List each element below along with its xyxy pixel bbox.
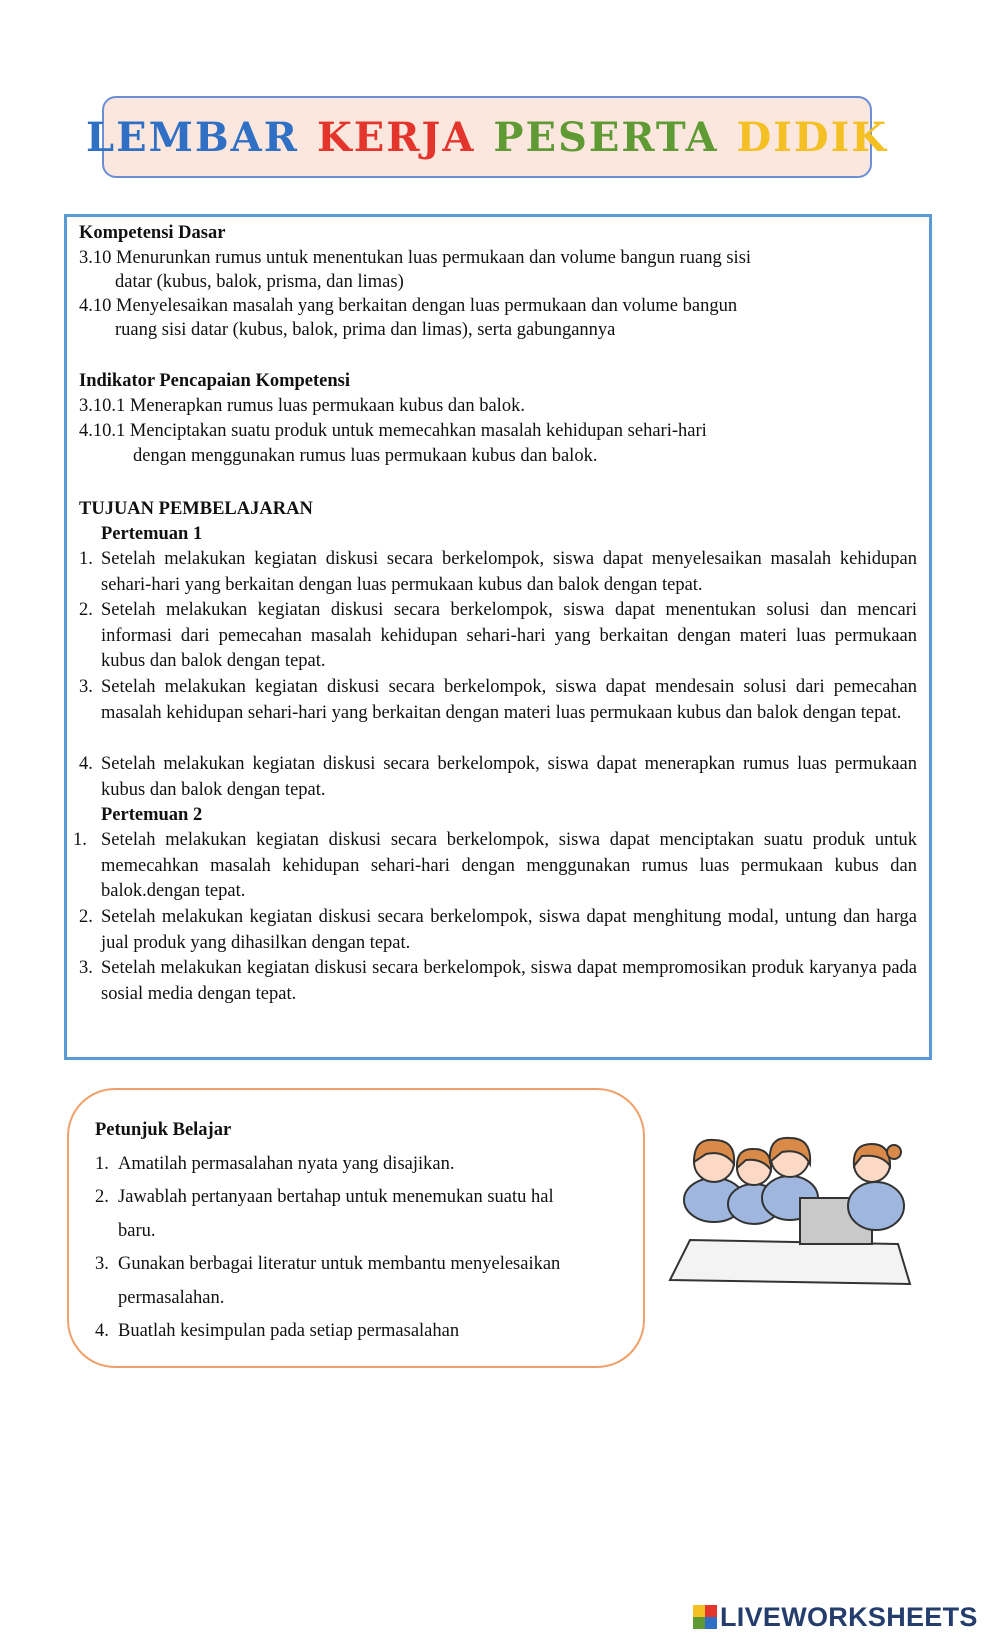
logo-text: LIVEWORKSHEETS xyxy=(720,1601,978,1632)
petunjuk-item-3-line1: Gunakan berbagai literatur untuk membantu menyelesaikan xyxy=(118,1254,561,1274)
p2-item-2-text: Setelah melakukan kegiatan diskusi secara berkelompok, siswa dapat menghitung modal, untung dan harga jual produk yang dihasilkan dengan tepat. xyxy=(101,907,917,953)
indikator-item-2-line1: 4.10.1 Menciptakan suatu produk untuk memecahkan masalah kehidupan sehari-hari xyxy=(79,421,707,441)
p1-item-1-text: Setelah melakukan kegiatan diskusi secara berkelompok, siswa dapat menyelesaikan masalah kehidupan sehari-hari yang berkaitan dengan luas permukaan kubus dan balok dengan tepat. xyxy=(101,549,917,595)
kompetensi-heading: Kompetensi Dasar xyxy=(79,223,226,243)
petunjuk-item-2-num: 2. xyxy=(95,1187,109,1207)
p1-item-4-text: Setelah melakukan kegiatan diskusi secara berkelompok, siswa dapat menerapkan rumus luas permukaan kubus dan balok dengan tepat. xyxy=(101,754,917,800)
title-word-lembar: LEMBAR xyxy=(85,113,299,161)
title-word-didik: DIDIK xyxy=(736,113,889,161)
petunjuk-box xyxy=(67,1088,645,1368)
p1-item-1-num: 1. xyxy=(79,549,93,569)
p2-item-3-text: Setelah melakukan kegiatan diskusi secara berkelompok, siswa dapat mempromosikan produk karyanya pada sosial media dengan tepat. xyxy=(101,958,917,1004)
p1-item-3-text: Setelah melakukan kegiatan diskusi secara berkelompok, siswa dapat mendesain solusi dari pemecahan masalah kehidupan sehari-hari yang berkaitan dengan materi luas permukaan kubus dan balok dengan tepat. xyxy=(101,677,917,723)
title-banner xyxy=(85,96,889,178)
p1-item-4-num: 4. xyxy=(79,754,93,774)
indikator-item-2-line2: dengan menggunakan rumus luas permukaan kubus dan balok. xyxy=(133,446,598,466)
p1-item-3-num: 3. xyxy=(79,677,93,697)
petunjuk-item-4-text: Buatlah kesimpulan pada setiap permasalahan xyxy=(118,1321,460,1341)
liveworksheets-logo xyxy=(693,1600,978,1634)
kompetensi-item-1-line1: 3.10 Menurunkan rumus untuk menentukan luas permukaan dan volume bangun ruang sisi xyxy=(79,248,752,268)
petunjuk-item-2-line1: Jawablah pertanyaan bertahap untuk menemukan suatu hal xyxy=(118,1187,554,1207)
petunjuk-item-1-text: Amatilah permasalahan nyata yang disajikan. xyxy=(118,1154,455,1174)
petunjuk-item-1-num: 1. xyxy=(95,1154,109,1174)
p1-item-2-text: Setelah melakukan kegiatan diskusi secara berkelompok, siswa dapat menentukan solusi dan mencari informasi dari pemecahan masalah kehidupan sehari-hari yang berkaitan dengan materi luas permukaan kubus dan balok dengan tepat. xyxy=(101,600,917,672)
petunjuk-item-2-line2: baru. xyxy=(118,1221,156,1241)
p2-item-1-num: 1. xyxy=(73,830,87,850)
title-word-kerja: KERJA xyxy=(316,113,476,161)
pertemuan-2-label: Pertemuan 2 xyxy=(101,805,203,825)
indikator-heading: Indikator Pencapaian Kompetensi xyxy=(79,371,351,391)
p2-item-1-text: Setelah melakukan kegiatan diskusi secara berkelompok, siswa dapat menciptakan suatu produk untuk memecahkan masalah kehidupan sehari-hari dengan menggunakan rumus luas permukaan kubus dan balok.dengan tepat. xyxy=(101,830,917,902)
kompetensi-item-1-line2: datar (kubus, balok, prisma, dan limas) xyxy=(115,272,404,292)
logo-mark-icon xyxy=(693,1605,717,1629)
p2-item-2-num: 2. xyxy=(79,907,93,927)
indikator-item-1: 3.10.1 Menerapkan rumus luas permukaan kubus dan balok. xyxy=(79,396,525,416)
petunjuk-item-3-num: 3. xyxy=(95,1254,109,1274)
p2-item-3-num: 3. xyxy=(79,958,93,978)
petunjuk-heading: Petunjuk Belajar xyxy=(95,1120,232,1140)
petunjuk-item-4-num: 4. xyxy=(95,1321,109,1341)
pertemuan-1-label: Pertemuan 1 xyxy=(101,524,203,544)
kompetensi-item-2-line1: 4.10 Menyelesaikan masalah yang berkaitan dengan luas permukaan dan volume bangun xyxy=(79,296,738,316)
kompetensi-item-2-line2: ruang sisi datar (kubus, balok, prima dan limas), serta gabungannya xyxy=(115,320,616,340)
competency-box xyxy=(64,214,932,1060)
p1-item-2-num: 2. xyxy=(79,600,93,620)
petunjuk-item-3-line2: permasalahan. xyxy=(118,1288,225,1308)
tujuan-heading: TUJUAN PEMBELAJARAN xyxy=(79,499,313,519)
title-word-peserta: PESERTA xyxy=(493,113,719,161)
students-laptop-illustration xyxy=(662,1132,922,1294)
